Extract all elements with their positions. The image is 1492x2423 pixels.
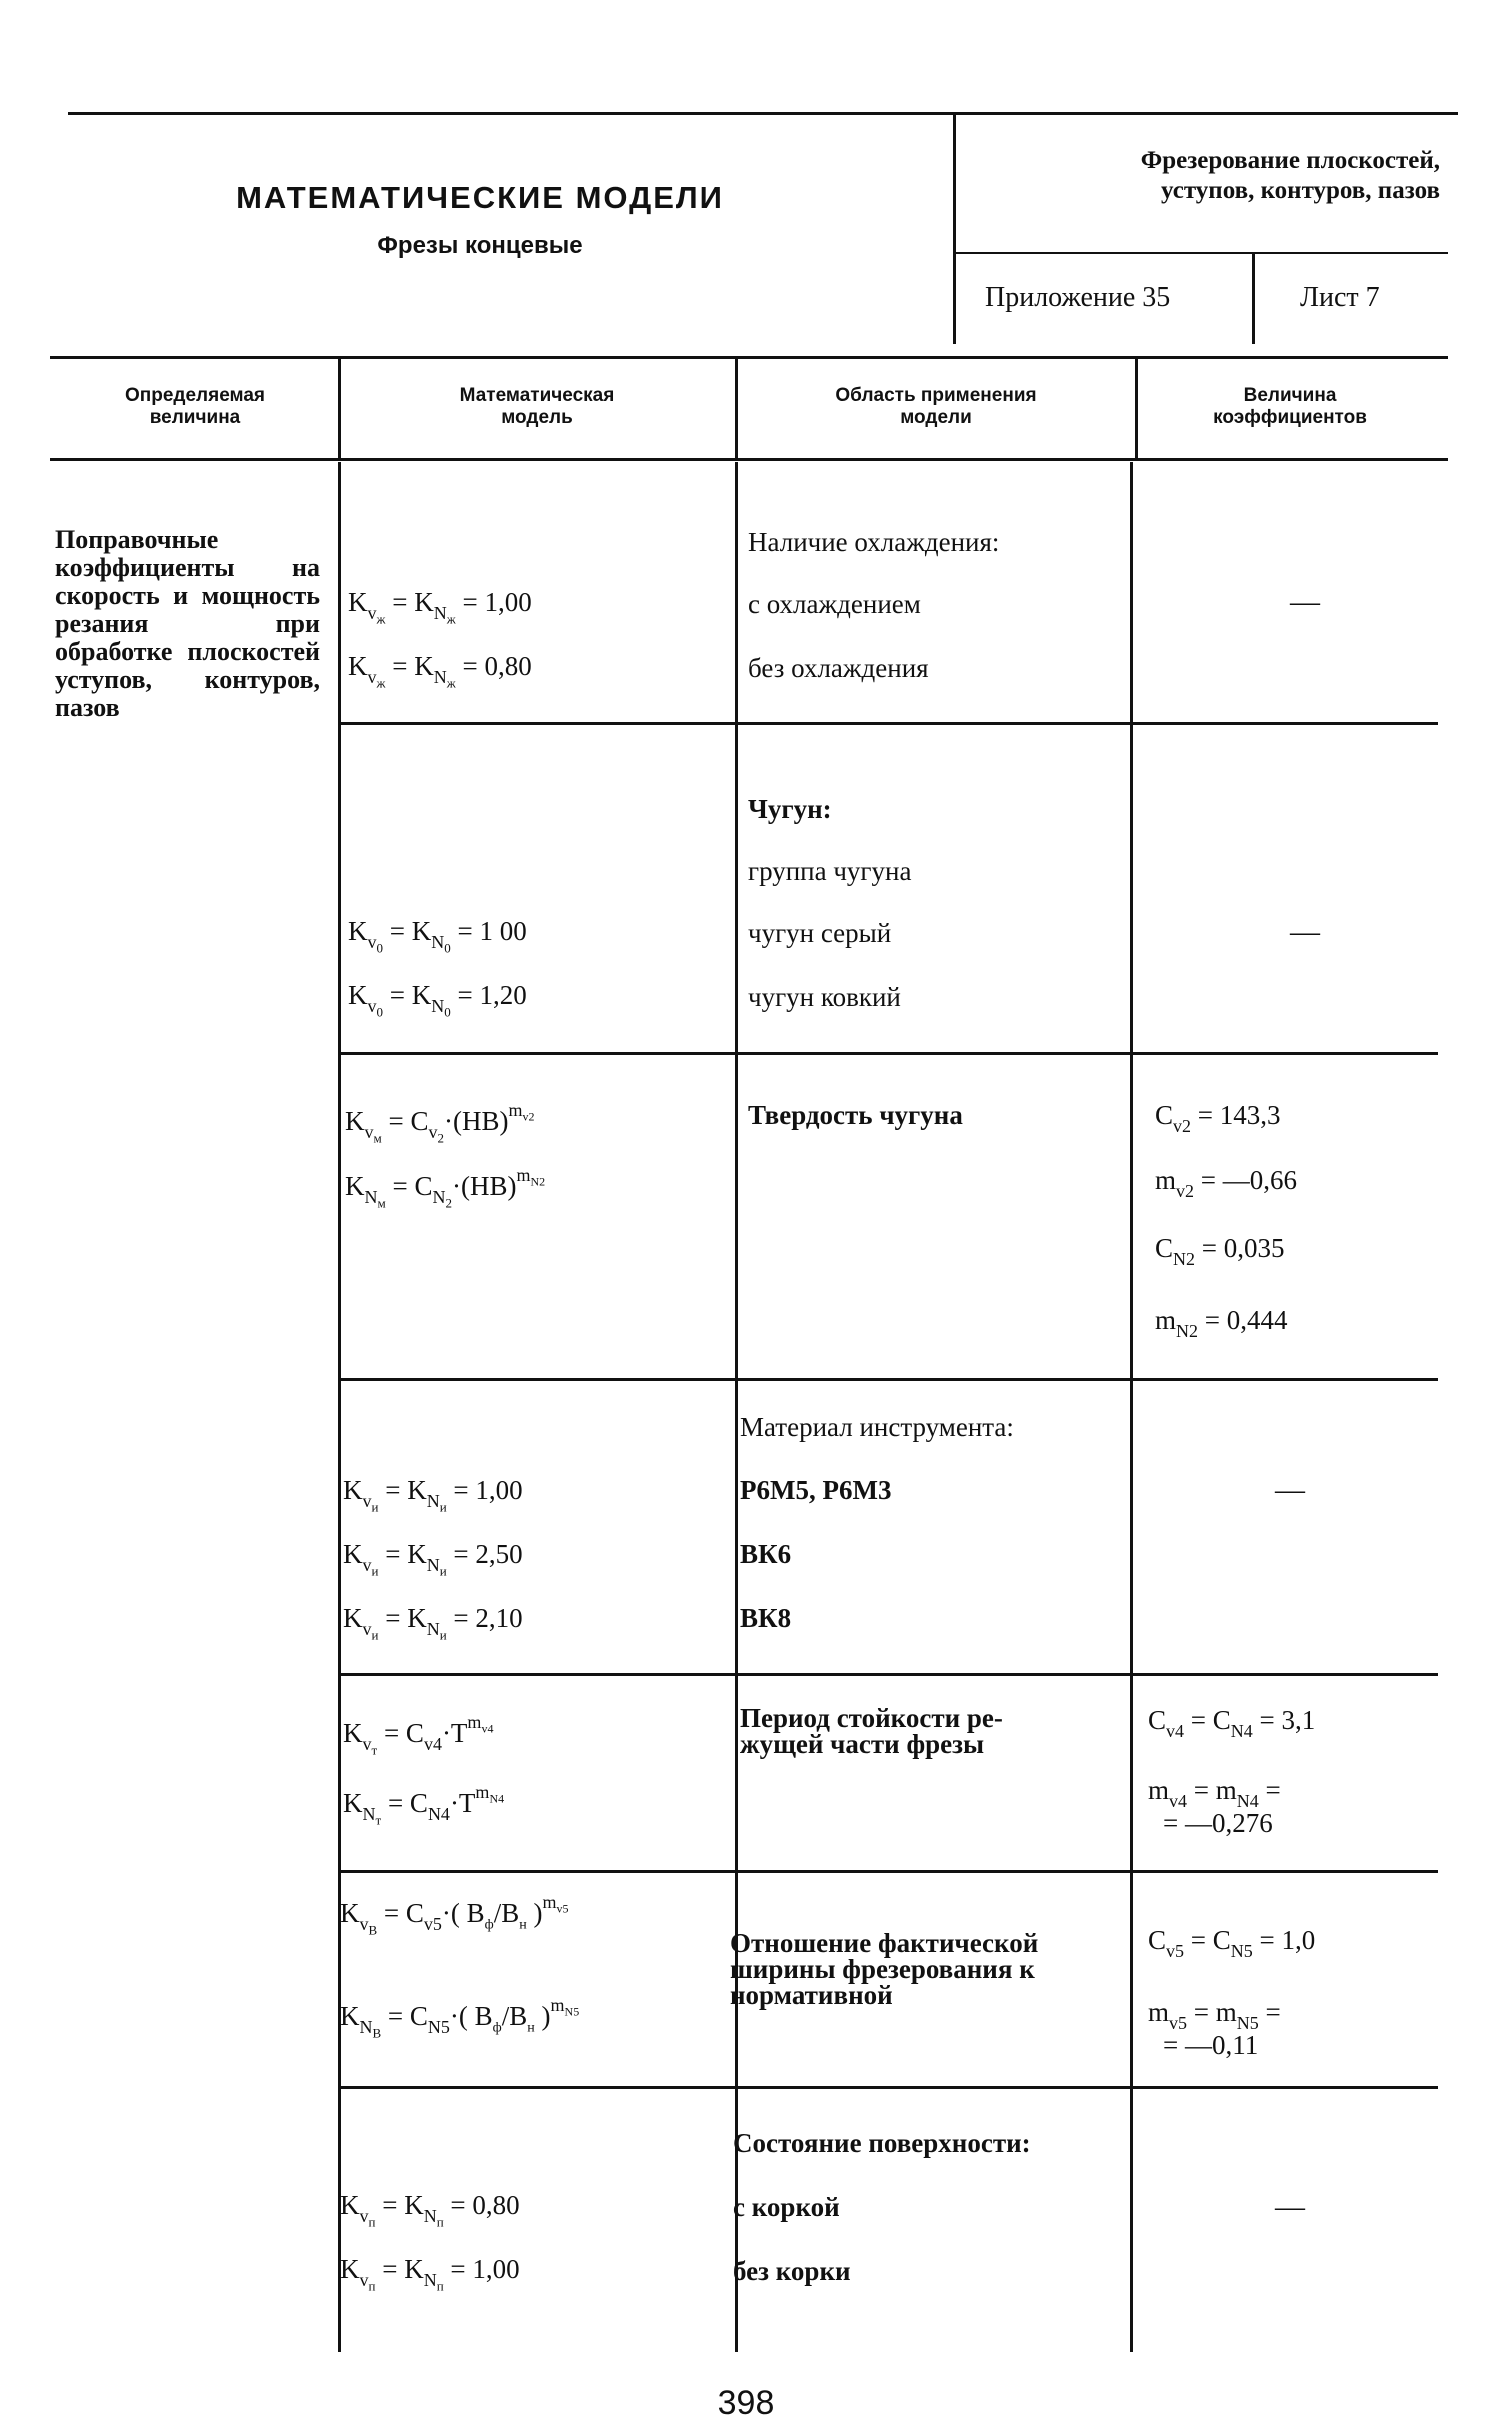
model-cooling-1-value: 1,00 — [484, 587, 532, 617]
model-castiron-1: $K_{v_0} = K_{N_0} = 1$ 00 — [348, 916, 527, 956]
row-separator-3 — [340, 1378, 1438, 1381]
area-width-line1: Отношение фактической — [730, 1928, 1039, 1958]
model-hardness-v: $K_{v_м} = C_{v_2}\cdot(HB)^{m_{v2}}$ — [345, 1100, 535, 1146]
col3-line1: Область применения — [835, 385, 1037, 406]
column-header-bottom-rule — [50, 458, 1448, 461]
coef-hardness-mv: $m_{v2}$ = —0,66 — [1155, 1165, 1297, 1201]
model-tool-2: $K_{v_и} = K_{N_и} = 2,50$ — [343, 1539, 523, 1579]
coef-toollife-c: $C_{v4} = C_{N4} = 3,1$ — [1148, 1705, 1316, 1741]
area-width-line2: ширины фрезерования к — [730, 1954, 1035, 1984]
model-tool-2-value: 2,50 — [475, 1539, 523, 1569]
coef-cooling: — — [1290, 585, 1320, 618]
coef-tool: — — [1275, 1473, 1305, 1506]
coef-hardness-cn-value: 0,035 — [1223, 1233, 1285, 1263]
area-tool-opt1: Р6М5, Р6М3 — [740, 1475, 892, 1505]
col2-line1: Математическая — [459, 385, 615, 406]
body-divider-1 — [338, 462, 341, 2352]
model-castiron-2-value: 1,20 — [479, 980, 527, 1010]
model-toollife-n: $K_{N_т} = C_{N4}\cdot T^{m_{N4}}$ — [343, 1782, 505, 1828]
model-cooling-1: $K_{v_ж} = K_{N_ж} = 1,00$ — [348, 587, 532, 627]
operation-title-line1: Фрезерование плоскостей, — [1140, 147, 1440, 174]
coef-surface: — — [1275, 2190, 1305, 2223]
area-tool-opt3: ВК8 — [740, 1603, 792, 1633]
column-header-model — [342, 385, 732, 429]
coef-hardness-mn: $m_{N2} = 0,444$ — [1155, 1305, 1288, 1341]
area-surface-opt1: с коркой — [733, 2192, 840, 2222]
operation-title-line2: уступов, контуров, пазов — [1161, 177, 1440, 204]
page-title: МАТЕМАТИЧЕСКИЕ МОДЕЛИ — [236, 180, 724, 215]
column-header-quantity — [55, 385, 335, 429]
model-surface-2: $K_{v_п} = K_{N_п} = 1,00$ — [340, 2254, 520, 2294]
col1-line1: Определяемая — [125, 385, 265, 406]
body-divider-2 — [735, 462, 738, 2352]
coef-width-c-value: 1,0 — [1281, 1925, 1316, 1955]
coef-hardness-cv-value: 143,3 — [1219, 1100, 1281, 1130]
row-separator-5 — [340, 1870, 1438, 1873]
area-castiron-opt1: чугун серый — [748, 918, 892, 948]
coef-toollife-m-value: —0,276 — [1184, 1808, 1273, 1838]
area-surface-title: Состояние поверхности: — [733, 2128, 1031, 2158]
column-header-coefficients — [1140, 385, 1440, 429]
model-hardness-n: $K_{N_м} = C_{N_2}\cdot(HB)^{m_{N2}}$ — [345, 1165, 546, 1211]
coef-castiron: — — [1290, 915, 1320, 948]
quantity-description: Поправочные коэффициенты на скорость и мощность резания при обработке плоскостей уступов, контуров, пазов — [55, 525, 320, 722]
area-castiron-opt2: чугун ковкий — [748, 982, 901, 1012]
coef-hardness-cn: $C_{N2} = 0,035$ — [1155, 1233, 1285, 1269]
operation-title — [1000, 146, 1440, 206]
col1-line2: величина — [149, 407, 241, 428]
appendix-label: Приложение 35 — [985, 282, 1171, 313]
coef-hardness-cv: $C_{v2} = 143,3$ — [1155, 1100, 1281, 1136]
area-cooling-opt2: без охлаждения — [748, 653, 929, 683]
coef-width-m-value: —0,11 — [1184, 2030, 1259, 2060]
area-castiron-title: Чугун: — [748, 794, 832, 824]
col3-line2: модели — [900, 407, 972, 428]
header-right-rule — [955, 252, 1448, 254]
model-surface-2-value: 1,00 — [472, 2254, 520, 2284]
model-tool-1: $K_{v_и} = K_{N_и} = 1,00$ — [343, 1475, 523, 1515]
top-rule — [68, 112, 1458, 115]
coef-toollife-c-value: 3,1 — [1281, 1705, 1316, 1735]
model-cooling-2-value: 0,80 — [484, 651, 532, 681]
row-separator-1 — [340, 722, 1438, 725]
col4-line1: Величина — [1243, 385, 1337, 406]
sheet-label: Лист 7 — [1300, 282, 1380, 313]
row-separator-6 — [340, 2086, 1438, 2089]
area-toollife — [740, 1705, 1003, 1757]
header-divider — [953, 112, 956, 344]
col4-line2: коэффициентов — [1213, 407, 1367, 428]
coef-width-m-line2: = —0,11 — [1163, 2030, 1259, 2060]
colhdr-divider-2 — [735, 358, 738, 458]
area-surface-opt2: без корки — [733, 2256, 851, 2286]
row-separator-2 — [340, 1052, 1438, 1055]
model-tool-1-value: 1,00 — [475, 1475, 523, 1505]
coef-width-m: $m_{v5} = m_{N5}$ = — [1148, 1997, 1281, 2033]
area-tool-opt2: ВК6 — [740, 1539, 792, 1569]
model-width-n: $K_{N_B} = C_{N5}\cdot$( $B_ф/B_н$ )$^{m_{N5}}$ — [340, 1995, 580, 2041]
area-castiron-sub: группа чугуна — [748, 856, 912, 886]
coef-width-c: $C_{v5} = C_{N5} = 1,0$ — [1148, 1925, 1316, 1961]
coef-hardness-mn-value: 0,444 — [1226, 1305, 1288, 1335]
model-surface-1: $K_{v_п} = K_{N_п} = 0,80$ — [340, 2190, 520, 2230]
model-toollife-v: $K_{v_т} = C_{v4}\cdot T^{m_{v4}}$ — [343, 1712, 494, 1758]
page-subtitle: Фрезы концевые — [377, 232, 583, 259]
area-cooling-opt1: с охлаждением — [748, 589, 921, 619]
colhdr-divider-1 — [338, 358, 341, 458]
area-cooling-title: Наличие охлаждения: — [748, 527, 1000, 557]
col2-line2: модель — [501, 407, 573, 428]
area-toollife-line2: жущей части фрезы — [740, 1729, 985, 1759]
area-width-line3: нормативной — [730, 1980, 893, 2010]
area-width — [730, 1930, 1038, 2008]
model-castiron-2: $K_{v_0} = K_{N_0} = 1,20$ — [348, 980, 527, 1020]
column-header-top-rule — [50, 356, 1448, 359]
coef-hardness-mv-value: —0,66 — [1222, 1165, 1297, 1195]
coef-toollife-m-line2: = —0,276 — [1163, 1808, 1273, 1838]
model-tool-3: $K_{v_и} = K_{N_и} = 2,10$ — [343, 1603, 523, 1643]
body-divider-3 — [1130, 462, 1133, 2352]
column-header-area — [740, 385, 1132, 429]
colhdr-divider-3 — [1135, 358, 1138, 458]
model-surface-1-value: 0,80 — [472, 2190, 520, 2220]
area-hardness: Твердость чугуна — [748, 1100, 963, 1130]
coef-toollife-m: $m_{v4} = m_{N4}$ = — [1148, 1775, 1281, 1811]
row-separator-4 — [340, 1673, 1438, 1676]
appendix-divider — [1252, 254, 1255, 344]
area-toollife-line1: Период стойкости ре- — [740, 1703, 1003, 1733]
page-number: 398 — [717, 2384, 775, 2422]
model-width-v: $K_{v_B} = C_{v5}\cdot$( $B_ф/B_н$ )$^{m_{v5}}$ — [340, 1892, 569, 1938]
model-cooling-2: $K_{v_ж} = K_{N_ж} = 0,80$ — [348, 651, 532, 691]
area-tool-title: Материал инструмента: — [740, 1412, 1014, 1442]
model-tool-3-value: 2,10 — [475, 1603, 523, 1633]
model-castiron-1-value: 1 00 — [479, 916, 527, 946]
